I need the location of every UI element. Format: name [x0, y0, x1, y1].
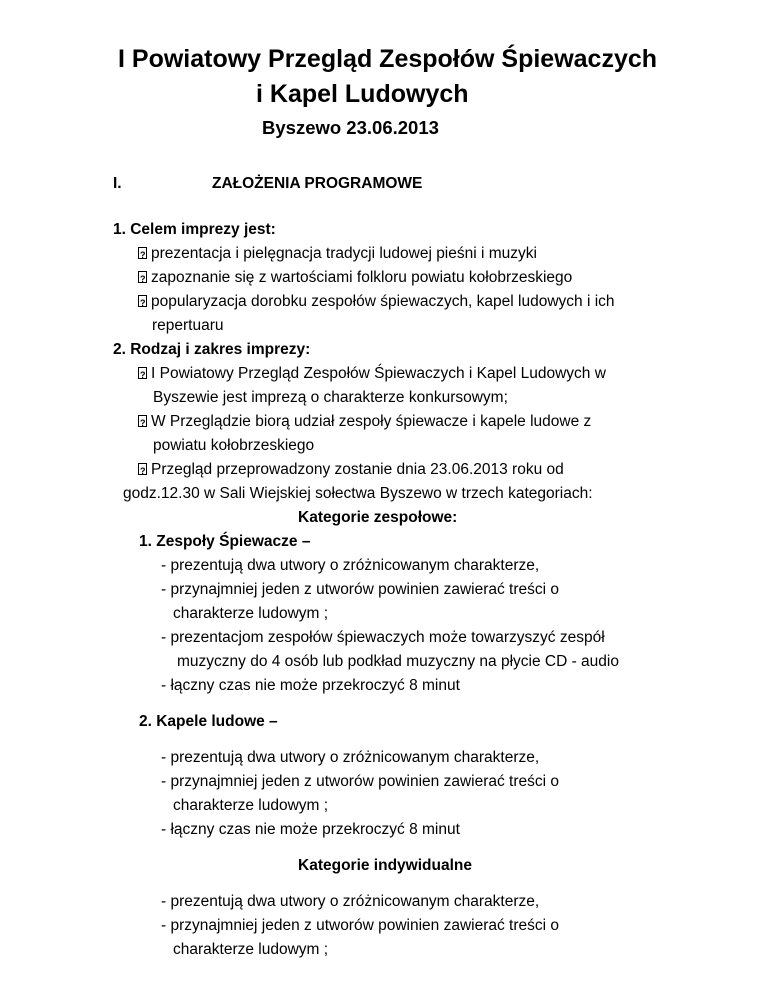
item1-bullet: ?zapoznanie się z wartościami folkloru powiatu kołobrzeskiego [138, 268, 572, 288]
missing-glyph-icon [138, 295, 147, 307]
group1-label: 1. Zespoły Śpiewacze – [139, 533, 311, 550]
group2-line: - łączny czas nie może przekroczyć 8 minut [161, 821, 460, 838]
document-title-line1: I Powiatowy Przegląd Zespołów Śpiewaczych [118, 45, 658, 73]
missing-glyph-icon [138, 271, 147, 283]
individual-line: - prezentują dwa utwory o zróżnicowanym charakterze, [161, 893, 540, 910]
item2-bullet-continuation: godz.12.30 w Sali Wiejskiej sołectwa Byszewo w trzech kategoriach: [123, 485, 593, 502]
item2-bullet: ?W Przeglądzie biorą udział zespoły śpiewacze i kapele ludowe z [138, 412, 591, 432]
item2-bullet: ?I Powiatowy Przegląd Zespołów Śpiewaczych i Kapel Ludowych w [138, 364, 606, 384]
missing-glyph-icon [138, 415, 147, 427]
individual-line: charakterze ludowym ; [173, 941, 329, 958]
missing-glyph-icon [138, 463, 147, 475]
item1-bullet: ?prezentacja i pielęgnacja tradycji ludowej pieśni i muzyki [138, 244, 537, 264]
item2-label: 2. Rodzaj i zakres imprezy: [113, 341, 311, 358]
item2-bullet: ?Przegląd przeprowadzony zostanie dnia 23.06.2013 roku od [138, 460, 564, 480]
group2-label: 2. Kapele ludowe – [139, 713, 278, 730]
group2-line: - prezentują dwa utwory o zróżnicowanym charakterze, [161, 749, 540, 766]
group1-line: muzyczny do 4 osób lub podkład muzyczny na płycie CD - audio [177, 653, 619, 670]
group1-line: - przynajmniej jeden z utworów powinien zawierać treści o [161, 581, 560, 598]
place-date: Byszewo 23.06.2013 [262, 117, 439, 138]
group1-line: - łączny czas nie może przekroczyć 8 minut [161, 677, 460, 694]
section-numeral: I. [113, 175, 122, 192]
section-heading: ZAŁOŻENIA PROGRAMOWE [212, 175, 423, 192]
missing-glyph-icon [138, 247, 147, 259]
document-title-line2: i Kapel Ludowych [256, 80, 469, 108]
item2-bullet-continuation: powiatu kołobrzeskiego [153, 437, 315, 454]
missing-glyph-icon [138, 367, 147, 379]
item1-label: 1. Celem imprezy jest: [113, 221, 276, 238]
group2-line: charakterze ludowym ; [173, 797, 329, 814]
item1-bullet-continuation: repertuaru [152, 317, 224, 334]
group1-line: - prezentacjom zespołów śpiewaczych może towarzyszyć zespół [161, 629, 605, 646]
categories-team-heading: Kategorie zespołowe: [298, 509, 458, 526]
item2-bullet-continuation: Byszewie jest imprezą o charakterze konkursowym; [153, 389, 508, 406]
group1-line: charakterze ludowym ; [173, 605, 329, 622]
item1-bullet: ?popularyzacja dorobku zespołów śpiewaczych, kapel ludowych i ich [138, 292, 615, 312]
group1-line: - prezentują dwa utwory o zróżnicowanym charakterze, [161, 557, 540, 574]
individual-line: - przynajmniej jeden z utworów powinien zawierać treści o [161, 917, 560, 934]
categories-individual-heading: Kategorie indywidualne [298, 857, 472, 874]
group2-line: - przynajmniej jeden z utworów powinien zawierać treści o [161, 773, 560, 790]
